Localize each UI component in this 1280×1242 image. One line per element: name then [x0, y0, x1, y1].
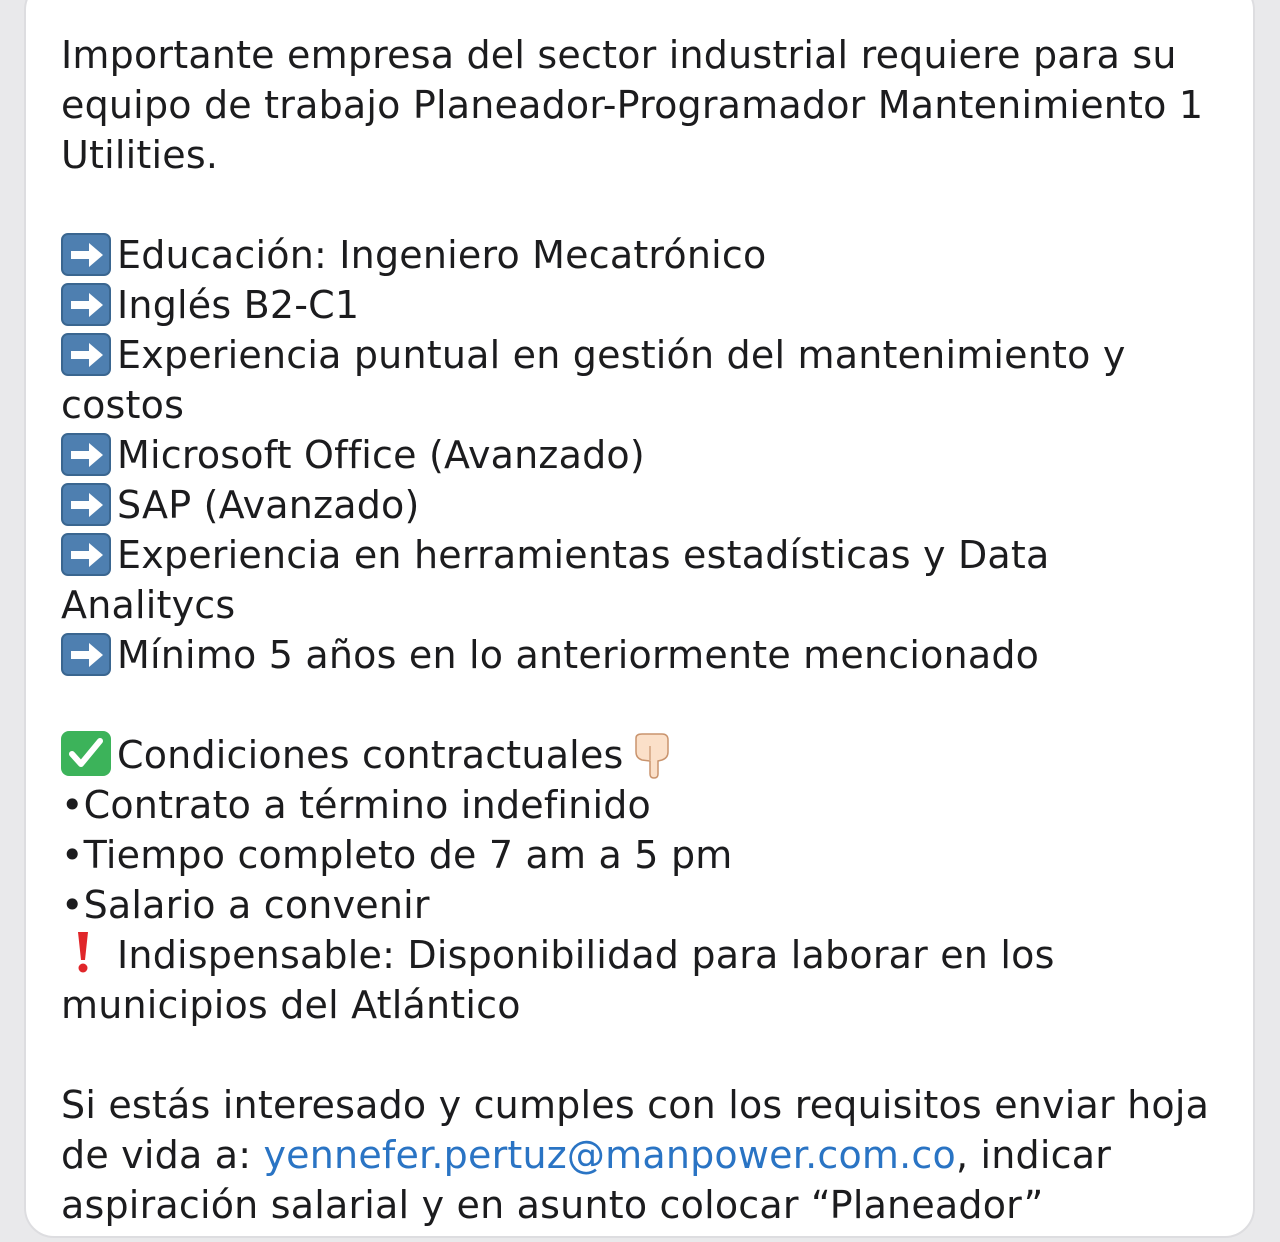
indispensable-line: Indispensable: Disponibilidad para laborar en los: [61, 930, 1231, 980]
message-text: [61, 30, 1231, 1230]
requirement-item: Experiencia puntual en gestión del mantenimiento y: [61, 330, 1231, 380]
requirement-item: Microsoft Office (Avanzado): [61, 430, 1231, 480]
condition-item: •Contrato a término indefinido: [61, 783, 651, 827]
intro-line: Importante empresa del sector industrial requiere para su: [61, 33, 1177, 77]
spacer: [61, 1030, 1231, 1080]
requirement-item-wrap: costos: [61, 383, 185, 427]
right-arrow-icon: [61, 333, 111, 376]
right-arrow-icon: [61, 233, 111, 276]
pointing-down-hand-icon: [628, 730, 678, 780]
right-arrow-icon: [61, 433, 111, 476]
conditions-heading: Condiciones contractuales: [61, 730, 1231, 780]
requirement-item: Experiencia en herramientas estadísticas y Data: [61, 530, 1231, 580]
closing-line: Si estás interesado y cumples con los requisitos enviar hoja: [61, 1083, 1210, 1127]
exclamation-icon: [61, 930, 111, 974]
right-arrow-icon: [61, 483, 111, 526]
requirement-item: SAP (Avanzado): [61, 480, 1231, 530]
email-link[interactable]: yennefer.pertuz@manpower.com.co: [263, 1133, 956, 1177]
indispensable-wrap: municipios del Atlántico: [61, 983, 521, 1027]
condition-item: •Salario a convenir: [61, 883, 430, 927]
requirement-item-wrap: Analitycs: [61, 583, 236, 627]
requirement-item: Inglés B2-C1: [61, 280, 1231, 330]
closing-line: de vida a: yennefer.pertuz@manpower.com.co, indicar: [61, 1133, 1112, 1177]
intro-line: equipo de trabajo Planeador-Programador Mantenimiento 1: [61, 83, 1204, 127]
closing-line: aspiración salarial y en asunto colocar “Planeador”: [61, 1183, 1044, 1227]
right-arrow-icon: [61, 633, 111, 676]
intro-line: Utilities.: [61, 133, 219, 177]
right-arrow-icon: [61, 533, 111, 576]
requirement-item: Mínimo 5 años en lo anteriormente mencionado: [61, 630, 1231, 680]
requirement-item: Educación: Ingeniero Mecatrónico: [61, 230, 1231, 280]
spacer: [61, 680, 1231, 730]
condition-item: •Tiempo completo de 7 am a 5 pm: [61, 833, 733, 877]
spacer: [61, 180, 1231, 230]
check-mark-icon: [61, 731, 111, 776]
right-arrow-icon: [61, 283, 111, 326]
